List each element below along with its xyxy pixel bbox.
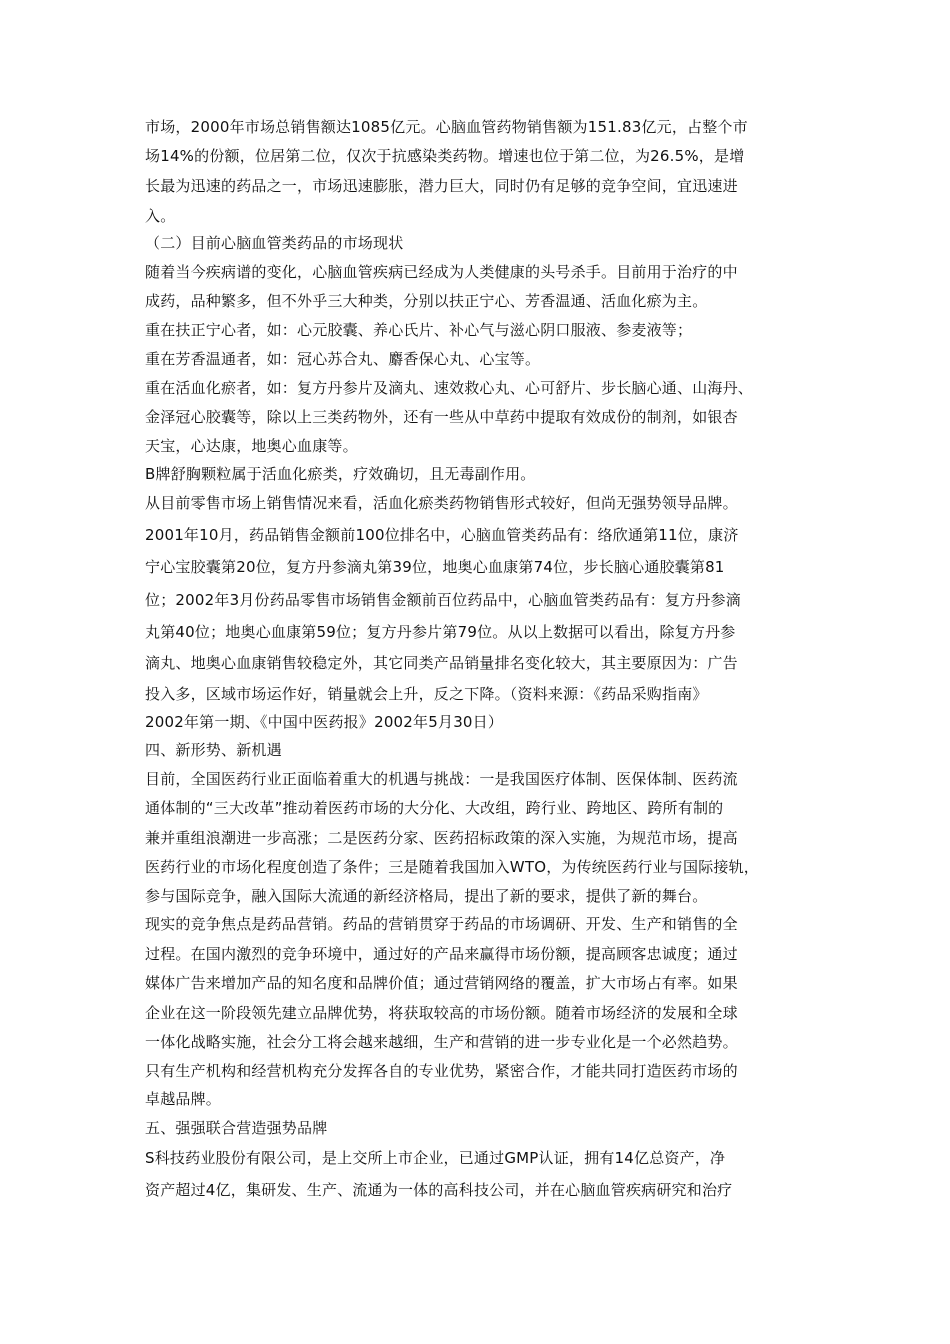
text-line: 现实的竞争焦点是药品营销。药品的营销贯穿于药品的市场调研、开发、生产和销售的全 bbox=[145, 915, 738, 933]
text-line: 入。 bbox=[145, 207, 176, 225]
text-line: 一体化战略实施，社会分工将会越来越细，生产和营销的进一步专业化是一个必然趋势。 bbox=[145, 1033, 738, 1051]
text-line: 天宝，心达康，地奥心血康等。 bbox=[145, 437, 358, 455]
text-line: 兼并重组浪潮进一步高涨；二是医药分家、医药招标政策的深入实施，为规范市场，提高 bbox=[145, 829, 738, 847]
text-line: 宁心宝胶囊第20位，复方丹参滴丸第39位，地奥心血康第74位，步长脑心通胶囊第81 bbox=[145, 558, 725, 576]
text-line: 企业在这一阶段领先建立品牌优势，将获取较高的市场份额。随着市场经济的发展和全球 bbox=[145, 1004, 738, 1022]
text-line: 金泽冠心胶囊等，除以上三类药物外，还有一些从中草药中提取有效成份的制剂，如银杏 bbox=[145, 408, 738, 426]
text-line: 丸第40位；地奥心血康第59位；复方丹参片第79位。从以上数据可以看出，除复方丹参 bbox=[145, 623, 736, 641]
text-line: 过程。在国内激烈的竞争环境中，通过好的产品来赢得市场份额，提高顾客忠诚度；通过 bbox=[145, 945, 738, 963]
text-line: 场14%的份额，位居第二位，仅次于抗感染类药物。增速也位于第二位，为26.5%，是增 bbox=[145, 147, 745, 165]
section-heading: 五、强强联合营造强势品牌 bbox=[145, 1119, 328, 1137]
text-line: 投入多，区域市场运作好，销量就会上升，反之下降。（资料来源：《药品采购指南》 bbox=[145, 685, 708, 703]
text-line: 媒体广告来增加产品的知名度和品牌价值；通过营销网络的覆盖，扩大市场占有率。如果 bbox=[145, 974, 738, 992]
text-line: 长最为迅速的药品之一，市场迅速膨胀，潜力巨大，同时仍有足够的竞争空间，宜迅速进 bbox=[145, 177, 738, 195]
text-line: 重在芳香温通者，如：冠心苏合丸、麝香保心丸、心宝等。 bbox=[145, 350, 541, 368]
section-heading: （二）目前心脑血管类药品的市场现状 bbox=[145, 234, 404, 252]
section-heading: 四、新形势、新机遇 bbox=[145, 741, 282, 759]
text-line: 医药行业的市场化程度创造了条件；三是随着我国加入WTO，为传统医药行业与国际接轨， bbox=[145, 858, 760, 876]
text-line: 2001年10月，药品销售金额前100位排名中，心脑血管类药品有：络欣通第11位，康济 bbox=[145, 526, 739, 544]
text-line: S科技药业股份有限公司，是上交所上市企业，已通过GMP认证，拥有14亿总资产，净 bbox=[145, 1149, 726, 1167]
text-line: 重在扶正宁心者，如：心元胶囊、养心氏片、补心气与滋心阴口服液、参麦液等； bbox=[145, 321, 693, 339]
text-line: B牌舒胸颗粒属于活血化瘀类，疗效确切，且无毒副作用。 bbox=[145, 465, 536, 483]
text-line: 从目前零售市场上销售情况来看，活血化瘀类药物销售形式较好，但尚无强势领导品牌。 bbox=[145, 494, 738, 512]
text-line: 随着当今疾病谱的变化，心脑血管疾病已经成为人类健康的头号杀手。目前用于治疗的中 bbox=[145, 263, 738, 281]
text-line: 通体制的“三大改革”推动着医药市场的大分化、大改组，跨行业、跨地区、跨所有制的 bbox=[145, 799, 724, 817]
text-line: 位；2002年3月份药品零售市场销售金额前百位药品中，心脑血管类药品有：复方丹参滴 bbox=[145, 591, 741, 609]
text-line: 滴丸、地奥心血康销售较稳定外，其它同类产品销量排名变化较大，其主要原因为：广告 bbox=[145, 654, 738, 672]
text-line: 目前，全国医药行业正面临着重大的机遇与挑战：一是我国医疗体制、医保体制、医药流 bbox=[145, 770, 738, 788]
text-line: 市场，2000年市场总销售额达1085亿元。心脑血管药物销售额为151.83亿元，占整个市 bbox=[145, 118, 748, 136]
text-line: 成药，品种繁多，但不外乎三大种类，分别以扶正宁心、芳香温通、活血化瘀为主。 bbox=[145, 292, 708, 310]
text-line: 资产超过4亿，集研发、生产、流通为一体的高科技公司，并在心脑血管疾病研究和治疗 bbox=[145, 1181, 733, 1199]
text-line: 只有生产机构和经营机构充分发挥各自的专业优势，紧密合作，才能共同打造医药市场的 bbox=[145, 1062, 738, 1080]
text-line: 参与国际竞争，融入国际大流通的新经济格局，提出了新的要求，提供了新的舞台。 bbox=[145, 887, 708, 905]
text-line: 卓越品牌。 bbox=[145, 1090, 222, 1108]
text-line: 重在活血化瘀者，如：复方丹参片及滴丸、速效救心丸、心可舒片、步长脑心通、山海丹、 bbox=[145, 379, 754, 397]
text-line: 2002年第一期、《中国中医药报》2002年5月30日） bbox=[145, 713, 504, 731]
